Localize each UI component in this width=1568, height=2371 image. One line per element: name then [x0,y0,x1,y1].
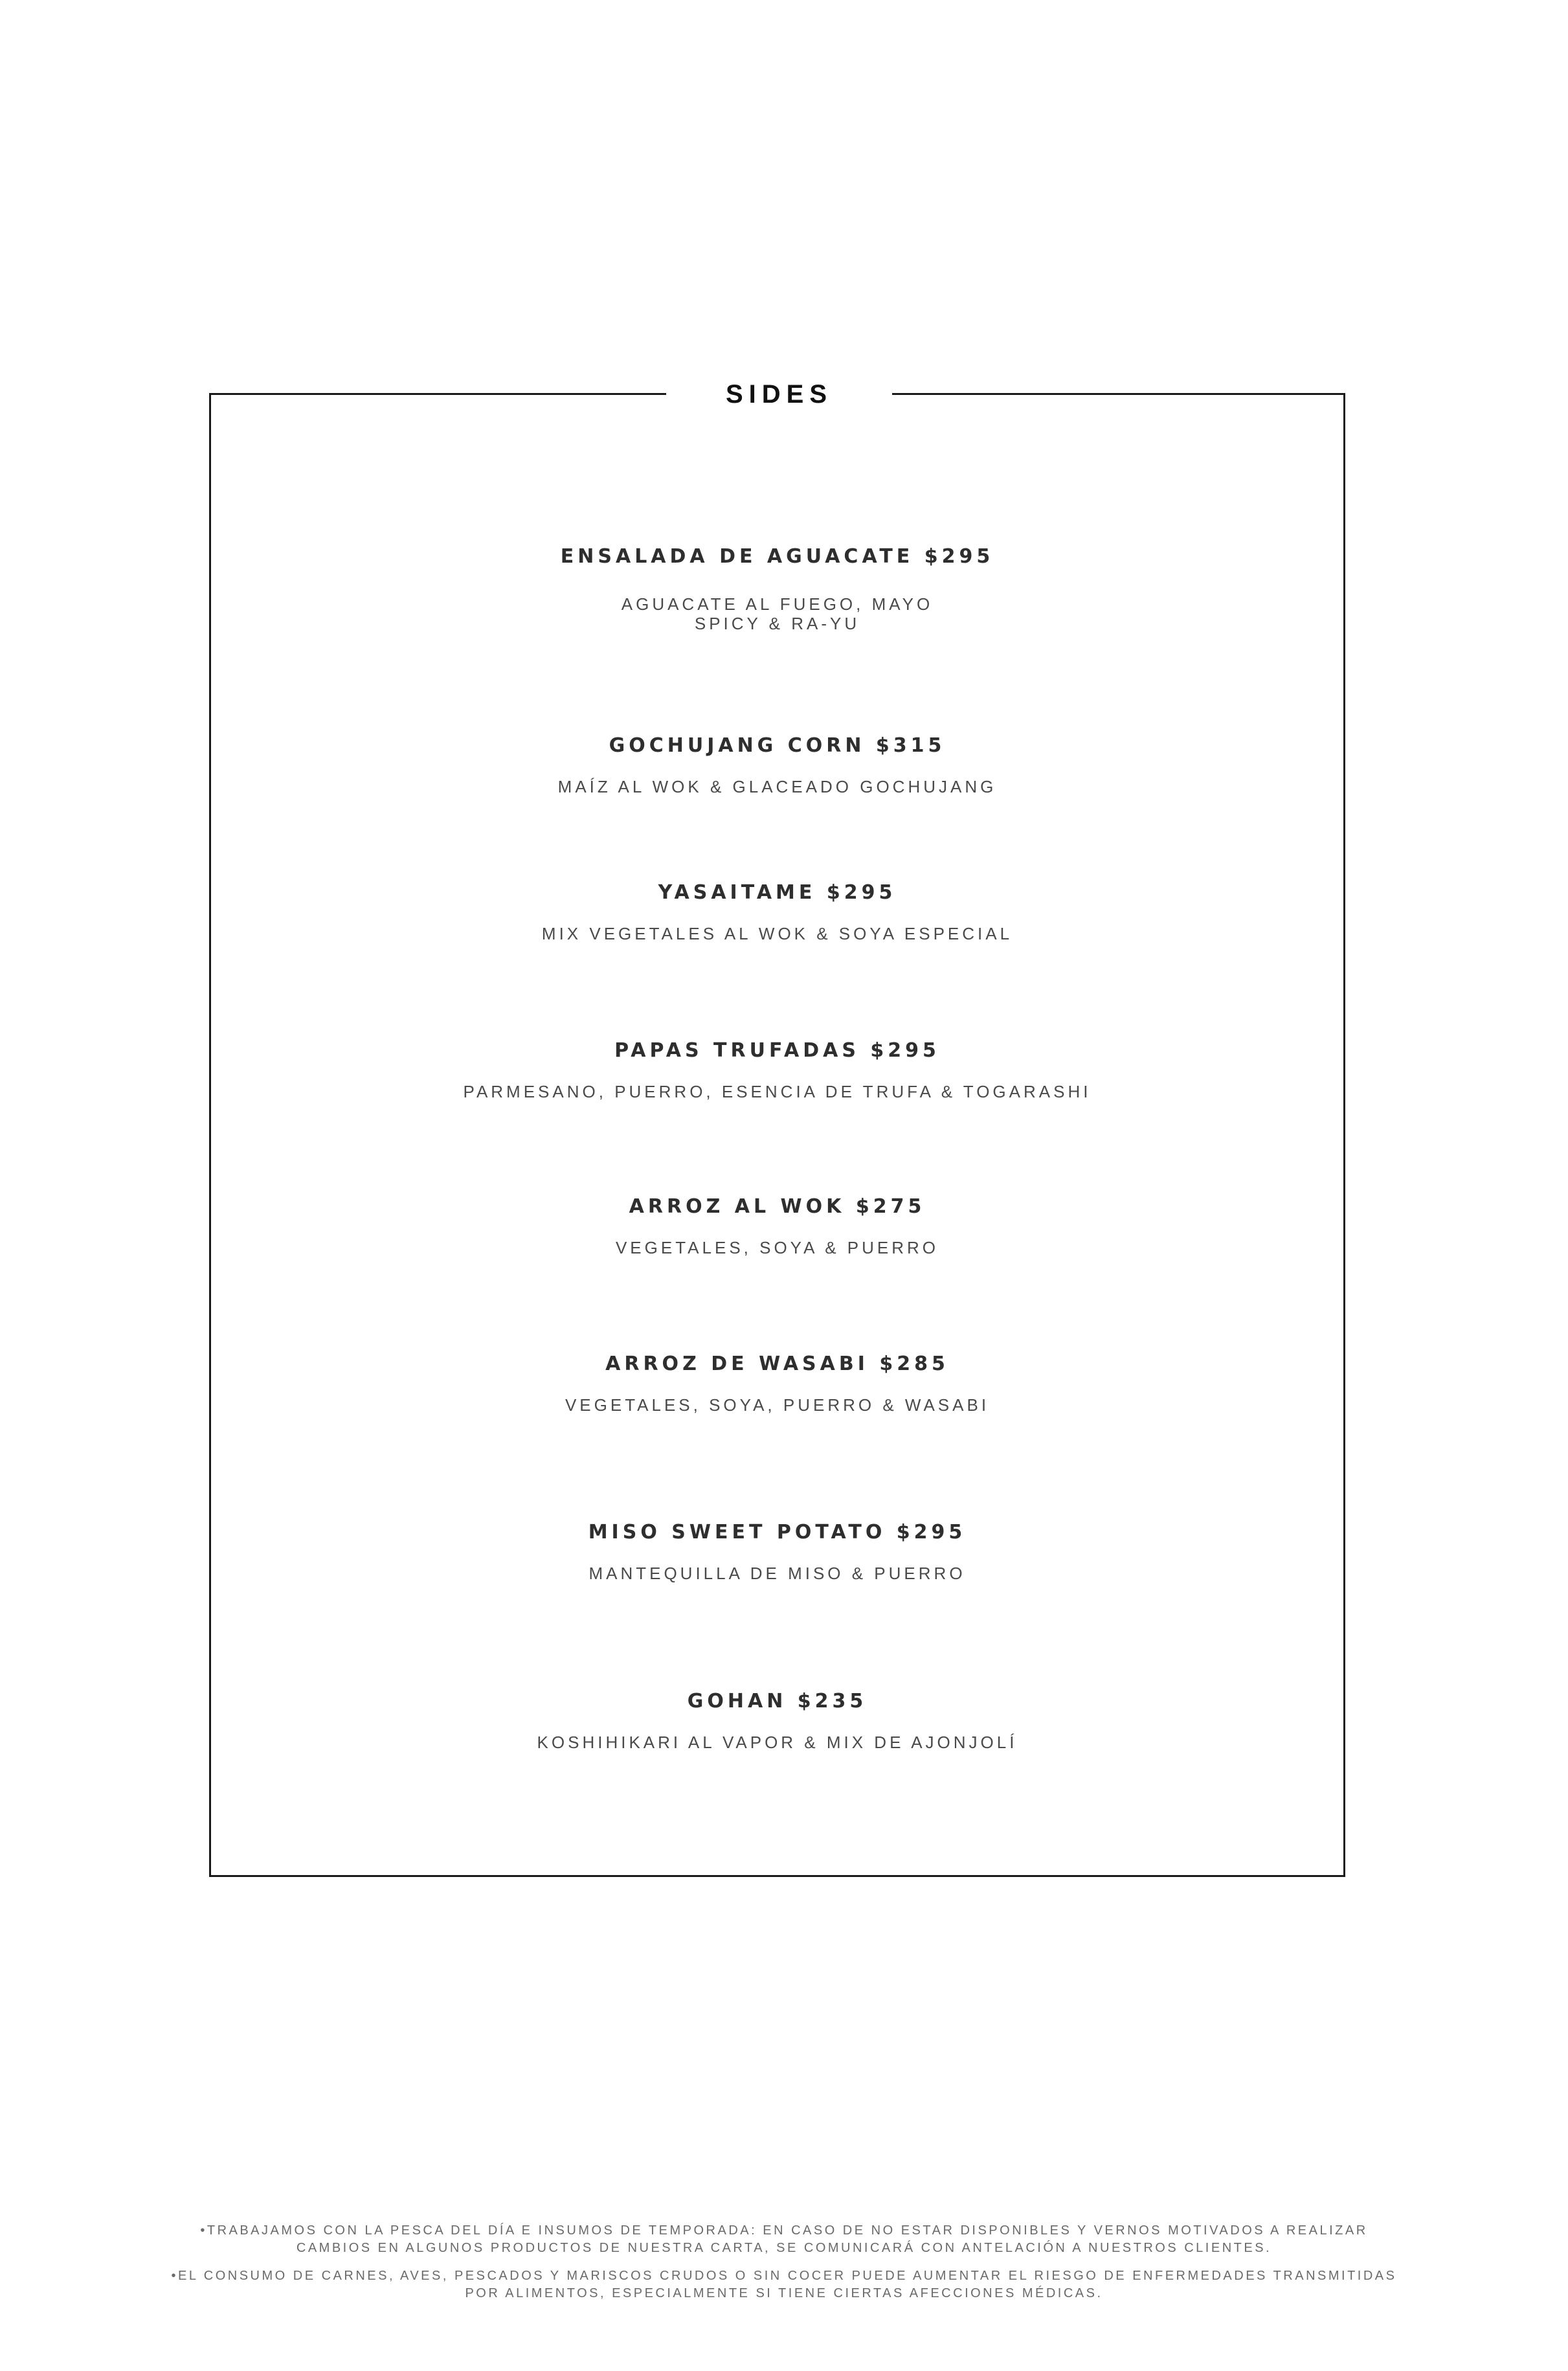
section-title: SIDES [725,380,833,409]
menu-item-description-line: SPICY & RA-YU [694,614,860,633]
menu-item-name: ENSALADA DE AGUACATE $295 [560,545,994,568]
frame-top-border-left [209,393,666,395]
menu-item-name: PAPAS TRUFADAS $295 [614,1039,940,1062]
menu-item-name: ARROZ AL WOK $275 [629,1195,926,1218]
footnote-line: •TRABAJAMOS CON LA PESCA DEL DÍA E INSUMOS DE TEMPORADA: EN CASO DE NO ESTAR DISPONIBLES Y VERNOS MOTIVADOS A REALIZAR [200,2223,1368,2238]
menu-item [209,1353,1345,1415]
menu-item-name: GOCHUJANG CORN $315 [609,734,946,757]
frame-top-border-right [892,393,1345,395]
menu-item [209,545,1345,633]
menu-item-description: VEGETALES, SOYA & PUERRO [615,1238,939,1257]
menu-item-name: GOHAN $235 [687,1690,868,1713]
menu-item-description: MAÍZ AL WOK & GLACEADO GOCHUJANG [557,777,997,796]
menu-item [209,734,1345,796]
footnote-seasonal [65,2222,1503,2257]
menu-item-description: MANTEQUILLA DE MISO & PUERRO [588,1564,966,1583]
footnote-line: •EL CONSUMO DE CARNES, AVES, PESCADOS Y MARISCOS CRUDOS O SIN COCER PUEDE AUMENTAR EL RIESGO DE ENFERMEDADES TRANSMITIDAS [171,2269,1397,2283]
menu-item-name: MISO SWEET POTATO $295 [588,1521,967,1544]
menu-item-description [209,594,1345,633]
menu-item-description: VEGETALES, SOYA, PUERRO & WASABI [565,1395,990,1415]
menu-item-description: PARMESANO, PUERRO, ESENCIA DE TRUFA & TOGARASHI [463,1082,1092,1101]
menu-item-description-line: AGUACATE AL FUEGO, MAYO [621,594,934,614]
footnotes [65,2222,1503,2313]
menu-item [209,1195,1345,1257]
menu-item [209,1039,1345,1101]
menu-item-description: MIX VEGETALES AL WOK & SOYA ESPECIAL [541,924,1013,943]
menu-item [209,1690,1345,1752]
footnote-health-warning [65,2267,1503,2302]
footnote-line: CAMBIOS EN ALGUNOS PRODUCTOS DE NUESTRA CARTA, SE COMUNICARÁ CON ANTELACIÓN A NUESTROS CLIENTES. [296,2241,1272,2255]
menu-item-name: ARROZ DE WASABI $285 [605,1353,949,1375]
menu-item-description: KOSHIHIKARI AL VAPOR & MIX DE AJONJOLÍ [537,1733,1018,1752]
menu-item-name: YASAITAME $295 [658,881,897,904]
menu-item [209,881,1345,943]
menu-item [209,1521,1345,1583]
footnote-line: POR ALIMENTOS, ESPECIALMENTE SI TIENE CIERTAS AFECCIONES MÉDICAS. [465,2286,1103,2300]
